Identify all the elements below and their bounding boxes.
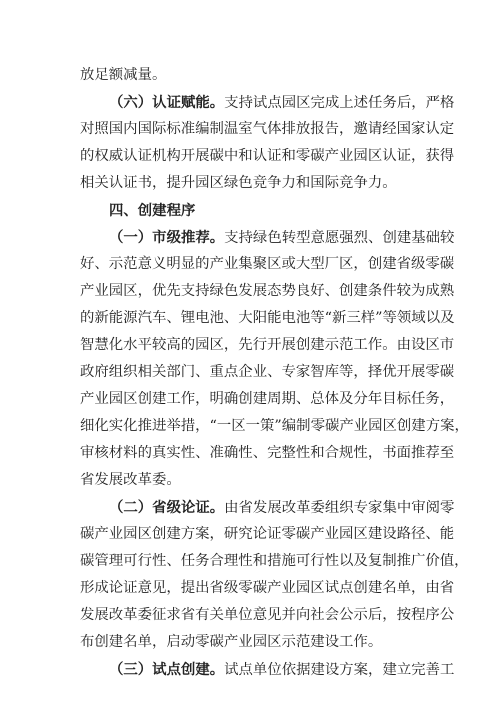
paragraph-line: （六）认证赋能。支持试点园区完成上述任务后，严格 (109, 94, 455, 111)
section-title: 四、创建程序 (109, 202, 196, 219)
paragraph-line: 省发展改革委。 (80, 472, 181, 488)
paragraph-line: 对照国内国际标准编制温室气体排放报告，邀请经国家认定 (80, 121, 455, 137)
paragraph-line: 智慧化水平较高的园区，先行开展创建示范工作。由设区市 (80, 337, 455, 353)
paragraph-line: 布创建名单，启动零碳产业园区示范建设工作。 (80, 634, 383, 650)
paragraph-line: 碳产业园区创建方案，研究论证零碳产业园区建设路径、能 (80, 526, 455, 542)
paragraph-line: 细化实化推进举措，“一区一策”编制零碳产业园区创建方案， (80, 418, 469, 434)
paragraph-heading: （三）试点创建。 (109, 661, 225, 678)
paragraph-line: 形成论证意见，提出省级零碳产业园区试点创建名单，由省 (80, 580, 455, 596)
paragraph-line: 发展改革委征求省有关单位意见并向社会公示后，按程序公 (80, 607, 455, 623)
paragraph-line: 相关认证书，提升园区绿色竞争力和国际竞争力。 (80, 175, 397, 191)
paragraph-line: 审核材料的真实性、准确性、完整性和合规性，书面推荐至 (80, 445, 455, 461)
paragraph-line: 政府组织相关部门、重点企业、专家智库等，择优开展零碳 (80, 364, 455, 380)
paragraph-line: 产业园区创建工作，明确创建周期、总体及分年目标任务， (80, 391, 455, 407)
paragraph-heading: （一）市级推荐。 (109, 229, 225, 246)
paragraph-line: 的权威认证机构开展碳中和认证和零碳产业园区认证，获得 (80, 148, 455, 164)
paragraph-line: （三）试点创建。试点单位依据建设方案，建立完善工 (109, 661, 455, 678)
paragraph-line: 的新能源汽车、锂电池、大阳能电池等“新三样”等领域以及 (80, 310, 455, 326)
paragraph-line: 好、示范意义明显的产业集聚区或大型厂区，创建省级零碳 (80, 256, 455, 272)
paragraph-line: 放足额减量。 (80, 67, 167, 83)
paragraph-heading: （六）认证赋能。 (109, 94, 225, 111)
paragraph-heading: （二）省级论证。 (109, 499, 225, 516)
paragraph-line: （二）省级论证。由省发展改革委组织专家集中审阅零 (109, 499, 455, 516)
paragraph-line: （一）市级推荐。支持绿色转型意愿强烈、创建基础较 (109, 229, 455, 246)
paragraph-line: 产业园区，优先支持绿色发展态势良好、创建条件较为成熟 (80, 283, 455, 299)
paragraph-line: 碳管理可行性、任务合理性和措施可行性以及复制推广价值， (80, 553, 469, 569)
